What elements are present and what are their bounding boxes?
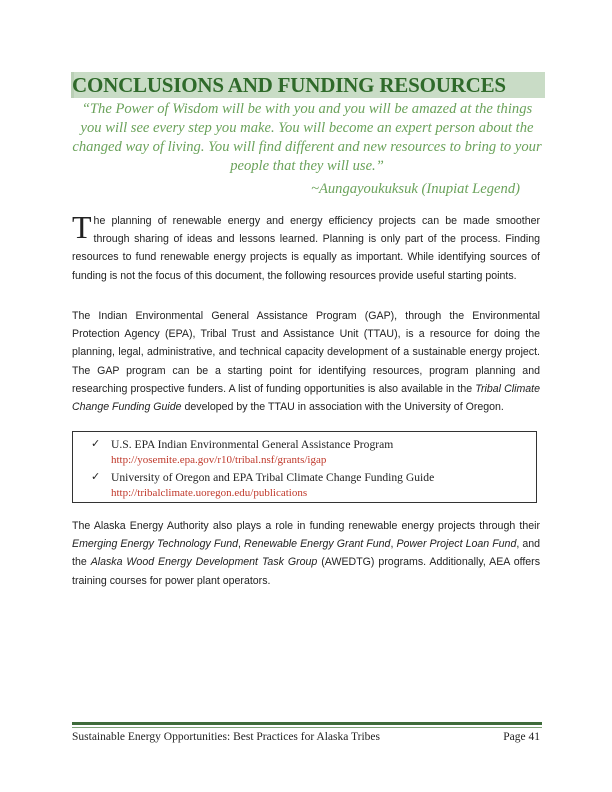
resource-name: University of Oregon and EPA Tribal Climate Change Funding Guide <box>111 471 435 484</box>
program-name: Power Project Loan Fund <box>396 538 517 551</box>
resource-list-box <box>72 431 537 503</box>
aea-text: , <box>390 538 397 551</box>
page-number: Page 41 <box>503 731 540 743</box>
gap-text-before: The Indian Environmental General Assistance Program (GAP), through the Environmental Protection Agency (EPA), Tribal Trust and Assistance Unit (TTAU), is a resource for doing the planning, legal, administrative, and technical capacity development of a sustainable energy project. The GAP program can be a starting point for identifying resources, program planning and researching prospective funders. A list of funding opportunities is also available in the <box>72 310 540 395</box>
footer-rule-thin <box>72 727 542 728</box>
resource-link[interactable]: http://yosemite.epa.gov/r10/tribal.nsf/grants/igap <box>111 454 327 466</box>
page-title: CONCLUSIONS AND FUNDING RESOURCES <box>72 73 506 97</box>
program-name: Alaska Wood Energy Development Task Group <box>90 556 318 569</box>
aea-text: The Alaska Energy Authority also plays a role in funding renewable energy projects through their <box>72 520 540 532</box>
resource-link[interactable]: http://tribalclimate.uoregon.edu/publications <box>111 487 308 499</box>
resource-name: U.S. EPA Indian Environmental General Assistance Program <box>111 438 394 451</box>
resource-item <box>91 437 536 468</box>
aea-text: (AWEDTG) programs. Additionally, AEA offers training courses for power plant operators. <box>72 556 540 587</box>
footer-document-title: Sustainable Energy Opportunities: Best Practices for Alaska Tribes <box>72 731 381 743</box>
funding-guide-title: Tribal Climate Change Funding Guide <box>72 382 540 414</box>
checkmark-icon: ✓ <box>91 438 101 450</box>
footer-rule <box>72 722 542 725</box>
gap-text-after: developed by the TTAU in association with the University of Oregon. <box>181 401 504 414</box>
program-name: Renewable Energy Grant Fund <box>244 538 391 551</box>
aea-paragraph <box>72 517 540 590</box>
intro-paragraph-text: he planning of renewable energy and energy efficiency projects can be made smoother through sharing of ideas and lessons learned. Planning is only part of the process. Finding resources to fund renewable energy projects is equally as important. While identifying sources of funding is not the focus of this document, the following resources provide useful starting points. <box>72 215 540 282</box>
resource-item <box>91 470 536 501</box>
aea-text: , and the <box>72 538 541 569</box>
program-name: Emerging Energy Technology Fund <box>72 538 239 551</box>
checkmark-icon: ✓ <box>91 471 101 483</box>
quote-attribution: ~Aungayoukuksuk (Inupiat Legend) <box>311 181 520 197</box>
intro-paragraph <box>72 209 540 285</box>
gap-paragraph <box>72 307 540 416</box>
aea-text: , <box>238 538 245 551</box>
drop-cap: T <box>72 209 92 245</box>
epigraph-quote: “The Power of Wisdom will be with you and you will be amazed at the things you will see every step you make. You will become an expert person about the changed way of living. You will find different and new resources to bring to your people that they will use.” <box>72 101 542 174</box>
